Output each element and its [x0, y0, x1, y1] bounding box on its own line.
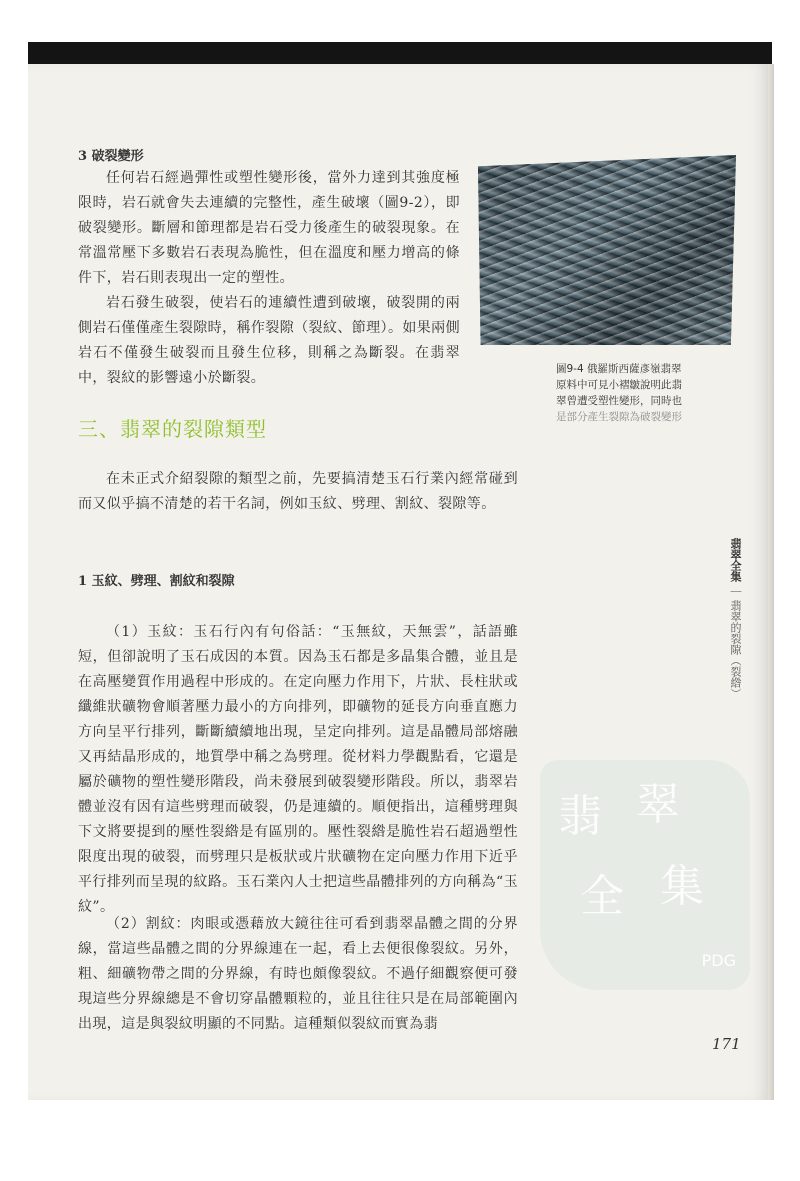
jadeite-rock-photo — [478, 155, 736, 345]
section-heading-fracture: 3 破裂變形 — [78, 149, 144, 164]
sidebar-book-title: 翡翠全集 — [729, 538, 742, 582]
paragraph-cut-lines: （2）割紋：肉眼或憑藉放大鏡往往可看到翡翠晶體之間的分界線，當這些晶體之間的分界線連在一起，看上去便很像裂紋。另外，粗、細礦物帶之間的分界線，有時也頗像裂紋。不過仔細觀察便可發現這些分界線總是不會切穿晶體顆粒的，並且往往只是在局部範圍內出現，這是與裂紋明顯的不同點。這種類似裂紋而實為翡 — [78, 916, 518, 1032]
sidebar-chapter: 翡翠的裂隙（裂綹） — [729, 600, 742, 699]
page-number: 171 — [712, 1035, 741, 1053]
running-sidebar — [724, 538, 742, 699]
seal-stamp-watermark: 翡 翠 全 集 PDG — [540, 760, 750, 990]
subsection-heading: 1 玉紋、劈理、割紋和裂隙 — [78, 574, 235, 589]
paragraph-fracture-2: 岩石發生破裂，使岩石的連續性遭到破壞，破裂開的兩側岩石僅僅產生裂隙時，稱作裂隙（裂紋、節理）。如果兩側岩石不僅發生破裂而且發生位移，則稱之為斷裂。在翡翠中，裂紋的影響遠小於斷裂。 — [78, 295, 460, 386]
figure-caption: 圖9-4 俄羅斯西薩彥嶺翡翠 原料中可見小褶皺說明此翡 翠曾遭受塑性變形，同時也 是部分產生裂隙為破裂變形 — [556, 363, 682, 423]
scan-top-border — [28, 42, 772, 64]
section-title: 三、翡翠的裂隙類型 — [78, 417, 267, 441]
sidebar-divider: ｜ — [729, 585, 742, 597]
intro-paragraph: 在未正式介紹裂隙的類型之前，先要搞清楚玉石行業內經常碰到而又似乎搞不清楚的若干名詞，例如玉紋、劈理、割紋、裂隙等。 — [78, 471, 518, 512]
page-edge — [768, 64, 774, 1100]
paragraph-fracture-1: 任何岩石經過彈性或塑性變形後，當外力達到其強度極限時，岩石就會失去連續的完整性，產生破壞（圖9-2），即破裂變形。斷層和節理都是岩石受力後產生的破裂現象。在常溫常壓下多數岩石表現為脆性，但在溫度和壓力增高的條件下，岩石則表現出一定的塑性。 — [78, 170, 460, 286]
pdg-watermark: PDG — [701, 951, 736, 970]
paragraph-jade-grain: （1）玉紋：玉石行內有句俗話：“玉無紋，天無雲”，話語雖短，但卻說明了玉石成因的本質。因為玉石都是多晶集合體，並且是在高壓變質作用過程中形成的。在定向壓力作用下，片狀、長柱狀或纖維狀礦物會順著壓力最小的方向排列，即礦物的延長方向垂直應力方向呈平行排列，斷斷續續地出現，呈定向排列。這是晶體局部熔融又再結晶形成的，地質學中稱之為劈理。從材料力學觀點看，它還是屬於礦物的塑性變形階段，尚未發展到破裂變形階段。所以，翡翠岩體並沒有因有這些劈理而破裂，仍是連續的。順便指出，這種劈理與下文將要提到的壓性裂綹是有區別的。壓性裂綹是脆性岩石超過塑性限度出現的破裂，而劈理只是板狀或片狀礦物在定向壓力作用下近乎平行排列而呈現的紋路。玉石業內人士把這些晶體排列的方向稱為“玉紋”。 — [78, 624, 518, 915]
